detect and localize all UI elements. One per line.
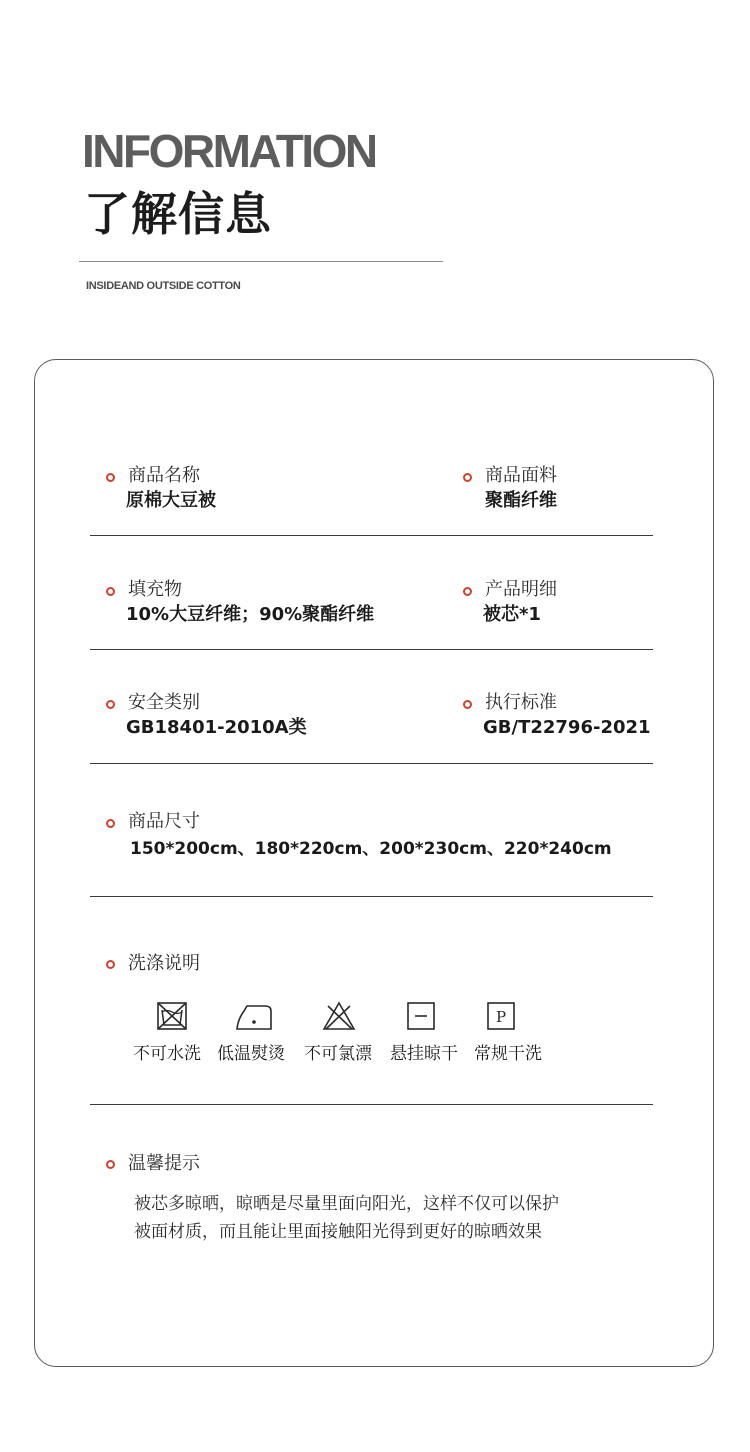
bullet-icon: [463, 473, 472, 482]
tips-line: 被芯多晾晒，晾晒是尽量里面向阳光，这样不仅可以保护: [134, 1194, 559, 1214]
spec-value-details: 被芯*1: [483, 604, 541, 625]
header-divider: [79, 261, 443, 262]
spec-label-safety: 安全类别: [128, 692, 200, 713]
bullet-icon: [463, 700, 472, 709]
spec-value-safety: GB18401-2010A类: [126, 717, 307, 738]
spec-value-filling: 10%大豆纤维；90%聚酯纤维: [126, 604, 375, 625]
spec-label-fabric: 商品面料: [485, 465, 557, 486]
bullet-icon: [463, 587, 472, 596]
bullet-icon: [106, 700, 115, 709]
spec-value-product-name: 原棉大豆被: [126, 490, 216, 511]
washing-label: 洗涤说明: [128, 953, 200, 974]
dry-clean-p-icon: [484, 1001, 518, 1031]
care-label-hang-dry: 悬挂晾干: [390, 1044, 458, 1064]
care-label-dry-clean: 常规干洗: [474, 1044, 542, 1064]
low-temp-iron-icon: [235, 1001, 273, 1031]
row-divider: [90, 1104, 653, 1105]
spec-value-fabric: 聚酯纤维: [485, 490, 557, 511]
bullet-icon: [106, 587, 115, 596]
row-divider: [90, 896, 653, 897]
row-divider: [90, 535, 653, 536]
spec-label-filling: 填充物: [128, 579, 182, 600]
row-divider: [90, 763, 653, 764]
bullet-icon: [106, 473, 115, 482]
header-subtitle: INSIDEAND OUTSIDE COTTON: [86, 280, 241, 292]
bullet-icon: [106, 960, 115, 969]
hang-dry-icon: [404, 1001, 438, 1031]
size-label: 商品尺寸: [128, 811, 200, 832]
care-label-low-temp-iron: 低温熨烫: [217, 1044, 285, 1064]
title-english: INFORMATION: [82, 125, 376, 177]
row-divider: [90, 649, 653, 650]
no-bleach-icon: [322, 1001, 356, 1031]
size-value: 150*200cm、180*220cm、200*230cm、220*240cm: [130, 839, 612, 859]
spec-value-standard: GB/T22796-2021: [483, 717, 651, 738]
no-wash-icon: [155, 1001, 189, 1031]
bullet-icon: [106, 1160, 115, 1169]
care-label-no-wash: 不可水洗: [133, 1044, 201, 1064]
tips-label: 温馨提示: [128, 1153, 200, 1174]
spec-label-product-name: 商品名称: [128, 465, 200, 486]
bullet-icon: [106, 819, 115, 828]
spec-label-details: 产品明细: [485, 579, 557, 600]
svg-text:P: P: [495, 1008, 507, 1026]
tips-line: 被面材质，而且能让里面接触阳光得到更好的晾晒效果: [134, 1222, 542, 1242]
care-label-no-bleach: 不可氯漂: [304, 1044, 372, 1064]
spec-label-standard: 执行标准: [485, 692, 557, 713]
title-chinese: 了解信息: [84, 187, 272, 241]
